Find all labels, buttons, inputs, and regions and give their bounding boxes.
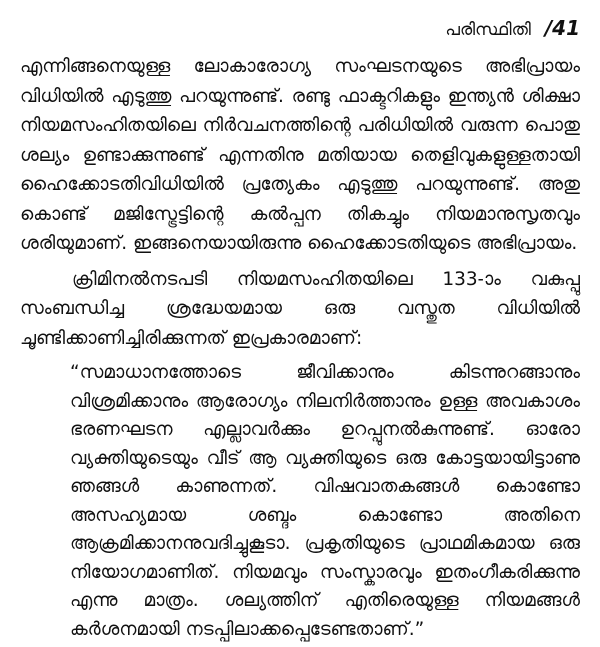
paragraph: എന്നിങ്ങനെയുള്ള ലോകാരോഗ്യ സംഘടനയുടെ അഭിപ്രായം വിധിയിൽ എടുത്തു പറയുന്നുണ്ട്. രണ്ടു ഫാക്ടറികളും ഇന്ത്യൻ ശിക്ഷാ നിയമസംഹിതയിലെ നിർവചനത്തിന്റെ പരിധിയിൽ വരുന്ന പൊതു ശല്യം ഉണ്ടാക്കുന്നുണ്ട് എന്നതിനു മതിയായ തെളിവുകളുള്ളതായി ഹൈക്കോടതിവിധിയിൽ പ്രത്യേകം എടുത്തു പറയുന്നുണ്ട്. അതു കൊണ്ട് മജിസ്ട്രേട്ടിന്റെ കൽപ്പന തികച്ചും നിയമാനുസൃതവും ശരിയുമാണ്. ഇങ്ങനെയായിരുന്നു ഹൈക്കോടതിയുടെ അഭിപ്രായം. — [20, 56, 580, 254]
block-quote: “സമാധാനത്തോടെ ജീവിക്കാനും കിടന്നുറങ്ങാനും വിശ്രമിക്കാനും ആരോഗ്യം നിലനിർത്താനും ഉള്ള അവകാശം ഭരണഘടന എല്ലാവർക്കും ഉറപ്പുനൽകുന്നുണ്ട്. ഓരോ വ്യക്തിയുടെയും വീട് ആ വ്യക്തിയുടെ ഒരു കോട്ടയായിട്ടാണു ഞങ്ങൾ കാണുന്നത്. വിഷവാതകങ്ങൾ കൊണ്ടോ അസഹ്യമായ ശബ്ദം കൊണ്ടോ അതിനെ ആക്രമിക്കാനനുവദിച്ചുകൂടാ. പ്രകൃതിയുടെ പ്രാഥമികമായ ഒരു നിയോഗമാണിത്. നിയമവും സംസ്കാരവും ഇതംഗീകരിക്കുന്നു എന്നു മാത്രം. ശല്യത്തിന് എതിരെയുള്ള നിയമങ്ങൾ കർശനമായി നടപ്പിലാക്കപ്പെടേണ്ടതാണ്.” — [70, 362, 580, 640]
body-text — [20, 52, 580, 644]
page-header — [445, 16, 580, 40]
paragraph: ക്രിമിനൽനടപടി നിയമസംഹിതയിലെ 133-ാം വകുപ്പു സംബന്ധിച്ച ശ്രദ്ധേയമായ ഒരു വസ്തുത വിധിയിൽ ചൂണ്ടിക്കാണിച്ചിരിക്കുന്നത് ഇപ്രകാരമാണ്: — [20, 268, 580, 349]
page-number: /41 — [544, 16, 580, 40]
running-title: പരിസ്ഥിതി — [445, 20, 531, 40]
